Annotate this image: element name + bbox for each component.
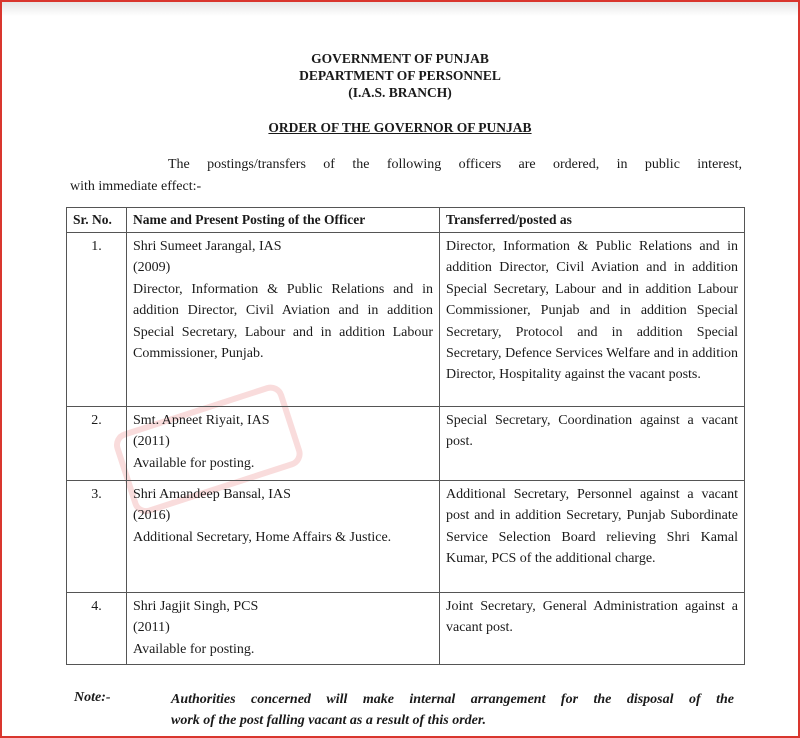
officer-present-post: Additional Secretary, Home Affairs & Justice.	[133, 529, 392, 545]
intro-line-1: The postings/transfers of the following officers are ordered, in public interest,	[168, 157, 742, 172]
table-row	[67, 593, 745, 665]
officer-present-post: Available for posting.	[133, 641, 255, 657]
note-label: Note:-	[74, 690, 111, 705]
row-sr-no: 1.	[67, 233, 127, 407]
row-present-posting	[127, 593, 440, 665]
row-transferred: Joint Secretary, General Administration against a vacant post.	[440, 593, 745, 665]
intro-paragraph	[70, 154, 742, 198]
header-present-posting: Name and Present Posting of the Officer	[127, 208, 440, 233]
officer-batch-year: (2016)	[133, 508, 171, 524]
top-shadow	[2, 2, 798, 16]
header-sr-no: Sr. No.	[67, 208, 127, 233]
table-row	[67, 481, 745, 593]
officer-name: Shri Amandeep Bansal, IAS	[133, 487, 291, 502]
officer-present-post: Director, Information & Public Relations and in addition Director, Civil Aviation and in addition Special Secretary, Labour and in addition Labour Commissioner, Punjab.	[133, 281, 433, 362]
intro-line-2: with immediate effect:-	[70, 179, 202, 194]
row-transferred: Additional Secretary, Personnel against a vacant post and in addition Secretary, Punjab Subordinate Service Selection Board relieving Shri Kamal Kumar, PCS of the additional charge.	[440, 481, 745, 593]
table-header-row	[67, 208, 745, 233]
row-transferred: Special Secretary, Coordination against a vacant post.	[440, 407, 745, 481]
officer-name: Shri Jagjit Singh, PCS	[133, 599, 259, 614]
note-line-2: work of the post falling vacant as a result of this order.	[171, 713, 487, 728]
table-row	[67, 407, 745, 481]
header-department: DEPARTMENT OF PERSONNEL	[299, 68, 501, 83]
officer-present-post: Available for posting.	[133, 455, 255, 471]
officer-name: Smt. Apneet Riyait, IAS	[133, 413, 270, 428]
row-present-posting	[127, 407, 440, 481]
order-title: ORDER OF THE GOVERNOR OF PUNJAB	[268, 120, 532, 135]
row-transferred: Director, Information & Public Relations and in addition Director, Civil Aviation and in addition Special Secretary, Labour and in addition Labour Commissioner, Punjab and in addition Special Secretary, Protocol and in addition Special Secretary, Defence Services Welfare and in addition Director, Hospitality against the vacant posts.	[440, 233, 745, 407]
officer-batch-year: (2011)	[133, 434, 170, 450]
officer-name: Shri Sumeet Jarangal, IAS	[133, 239, 282, 254]
officer-batch-year: (2011)	[133, 620, 170, 636]
officer-batch-year: (2009)	[133, 260, 171, 276]
note-text	[171, 689, 734, 731]
row-present-posting	[127, 481, 440, 593]
table-row	[67, 233, 745, 407]
row-sr-no: 3.	[67, 481, 127, 593]
row-sr-no: 2.	[67, 407, 127, 481]
orders-table	[66, 207, 745, 665]
row-present-posting	[127, 233, 440, 407]
note-line-1: Authorities concerned will make internal arrangement for the disposal of the	[171, 692, 734, 707]
header-branch: (I.A.S. BRANCH)	[348, 85, 452, 100]
row-sr-no: 4.	[67, 593, 127, 665]
header-government: GOVERNMENT OF PUNJAB	[311, 51, 489, 66]
header-transferred: Transferred/posted as	[440, 208, 745, 233]
